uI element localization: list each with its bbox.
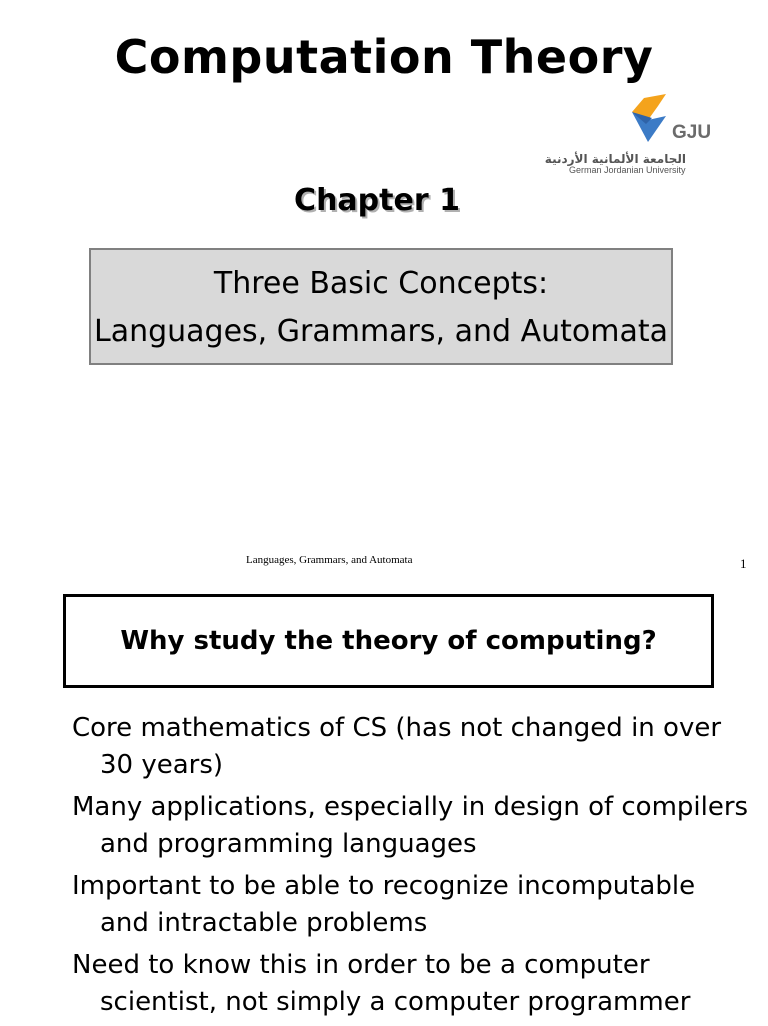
- bullet-list: [72, 710, 752, 1026]
- logo-abbr: GJU: [672, 122, 712, 143]
- list-item: Core mathematics of CS (has not changed in over 30 years): [72, 713, 722, 780]
- subtitle-box: [89, 248, 673, 365]
- subtitle-line: Three Basic Concepts:: [213, 266, 549, 301]
- question-box: [63, 594, 714, 688]
- slide-title: Computation Theory: [114, 30, 654, 84]
- slide-footer: Languages, Grammars, and Automata: [246, 554, 413, 566]
- list-item: Many applications, especially in design of compilers and programming languages: [72, 792, 749, 859]
- slide-2: [0, 580, 768, 1024]
- page-number: 1: [740, 556, 747, 571]
- list-item: Important to be able to recognize incomputable and intractable problems: [72, 871, 696, 938]
- subtitle-line: Languages, Grammars, and Automata: [94, 314, 668, 349]
- slide-question: Why study the theory of computing?: [120, 626, 657, 656]
- logo-english-name: German Jordanian University: [569, 165, 686, 175]
- gju-logo: [544, 92, 742, 180]
- gju-logo-mark-icon: [566, 92, 666, 150]
- list-item: Need to know this in order to be a computer scientist, not simply a computer programmer: [72, 950, 691, 1017]
- chapter-heading: Chapter 1: [294, 183, 460, 218]
- logo-arabic-name: الجامعة الألمانية الأردنية: [544, 152, 686, 166]
